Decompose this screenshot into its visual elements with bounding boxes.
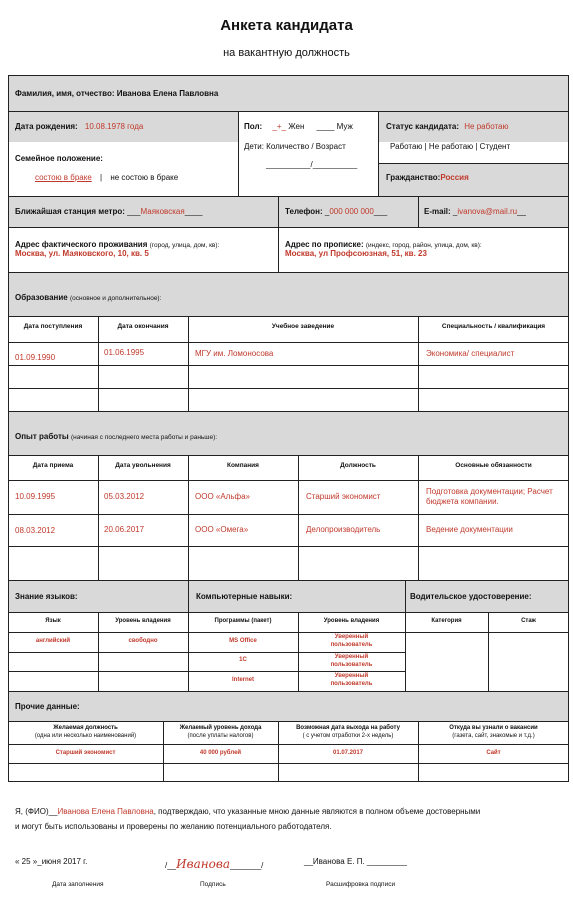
- address-actual-hint: (город, улица, дом, кв):: [149, 242, 220, 249]
- edu-header-institution: Учебное заведение: [271, 323, 335, 330]
- work-label: Опыт работы: [15, 432, 69, 441]
- caption-signature-decode: Расшифровка подписи: [326, 881, 396, 888]
- citizenship-label: Гражданство:: [386, 173, 441, 182]
- other-header-source: [418, 724, 569, 740]
- other-header-start-date-hint: ( с учетом отработки 2-х недель): [302, 733, 394, 739]
- sex-label: Пол:: [244, 122, 263, 131]
- education-title: [15, 293, 161, 302]
- work-header-duties: Основные обязанности: [455, 462, 532, 469]
- consent-name: Иванова Елена Павловна: [57, 807, 154, 816]
- caption-fill-date: Дата заполнения: [52, 881, 104, 888]
- metro-label: Ближайшая станция метро:: [15, 207, 125, 216]
- family-separator: |: [100, 173, 103, 182]
- address-reg: [285, 240, 567, 258]
- consent-statement: [15, 804, 570, 834]
- metro-field: Ближайшая станция метро: ___Маяковская____: [15, 207, 203, 216]
- work-title: [15, 432, 217, 441]
- work-row1-position: Старший экономист: [306, 492, 381, 501]
- address-reg-value: Москва, ул Профсоюзная, 51, кв. 23: [285, 249, 427, 258]
- work-row2-hire: 08.03.2012: [15, 526, 56, 535]
- fio-value: Иванова Елена Павловна: [116, 89, 219, 98]
- driver-label: Водительское удостоверение:: [410, 592, 532, 601]
- edu-row-end: 01.06.1995: [104, 348, 145, 357]
- phone-field: Телефон: _000 000 000___: [285, 207, 388, 216]
- languages-label: Знание языков:: [15, 592, 78, 601]
- fio-label: Фамилия, имя, отчество:: [15, 89, 115, 98]
- comp-row1-program: MS Office: [229, 638, 257, 644]
- children-blank: __________/__________: [266, 160, 358, 169]
- lang-row-language: английский: [35, 638, 71, 644]
- fill-date: « 25 »_июня 2017 г.: [15, 857, 88, 866]
- email-label: E-mail:: [424, 207, 451, 216]
- lang-row-level: свободно: [128, 638, 158, 644]
- work-row1-company: ООО «Альфа»: [195, 492, 250, 501]
- work-row1-hire: 10.09.1995: [15, 492, 56, 501]
- status-options: Работаю | Не работаю | Студент: [390, 142, 511, 151]
- birth-label: Дата рождения:: [15, 122, 78, 131]
- address-actual-label: Адрес фактического проживания: [15, 240, 148, 249]
- comp-row2-program: 1С: [239, 657, 247, 663]
- status-field: [386, 122, 509, 131]
- family-married: состою в браке: [35, 173, 92, 182]
- driver-header-category: Категория: [431, 618, 462, 624]
- other-header-income-hint: (после уплаты налогов): [187, 733, 254, 739]
- email-field: E-mail: _ivanova@mail.ru__: [424, 207, 526, 216]
- work-header-leave: Дата увольнения: [115, 462, 171, 469]
- driver-header-experience: Стаж: [521, 618, 536, 624]
- birth-field: [15, 122, 143, 131]
- comp-row2-level: Уверенный пользователь: [330, 654, 373, 668]
- address-reg-hint: (индекс, город, район, улица, дом, кв):: [365, 242, 482, 249]
- work-row2-duties: Ведение документации: [426, 525, 513, 534]
- caption-signature: Подпись: [200, 881, 226, 888]
- comp-row3-level: Уверенный пользователь: [330, 673, 373, 687]
- citizenship-value: Россия: [440, 173, 469, 182]
- work-hint: (начиная с последнего места работы и раньше):: [70, 434, 218, 441]
- other-value-source: Сайт: [486, 750, 501, 756]
- signature-decode: __Иванова Е. П. _________: [304, 857, 407, 866]
- work-header-hire: Дата приема: [32, 462, 74, 469]
- birth-value: 10.08.1978 года: [84, 122, 144, 131]
- edu-header-specialty: Специальность / квалификация: [441, 323, 546, 330]
- computer-label: Компьютерные навыки:: [196, 592, 293, 601]
- other-header-position-hint: (одна или несколько наименований): [34, 733, 137, 739]
- signature: Иванова: [176, 857, 230, 871]
- work-row2-leave: 20.06.2017: [104, 525, 145, 534]
- work-row1-leave: 05.03.2012: [104, 492, 145, 501]
- citizenship-field: [386, 173, 469, 182]
- signature-field: /__Иванова_______/: [165, 857, 264, 871]
- address-actual: [15, 240, 277, 258]
- other-value-position: Старший экономист: [55, 750, 116, 756]
- sex-female: Жен: [288, 122, 305, 131]
- other-header-start-date: [278, 724, 418, 740]
- address-reg-label: Адрес по прописке:: [285, 240, 364, 249]
- other-header-source-hint: (газета, сайт, знакомые и т.д.): [452, 733, 535, 739]
- comp-header-level: Уровень владения: [323, 618, 380, 624]
- edu-row-institution: МГУ им. Ломоносова: [195, 349, 274, 358]
- other-header-income: [163, 724, 278, 740]
- status-label: Статус кандидата:: [386, 122, 460, 131]
- edu-row-start: 01.09.1990: [15, 353, 56, 362]
- other-header-start-date-title: Возможная дата выхода на работу: [296, 725, 400, 731]
- family-label: Семейное положение:: [15, 154, 103, 163]
- email-value: ivanova@mail.ru: [457, 207, 518, 216]
- comp-row1-level: Уверенный пользователь: [330, 634, 373, 648]
- sex-male-mark: ____: [316, 122, 335, 131]
- sex-male: Муж: [336, 122, 353, 131]
- other-header-position-title: Желаемая должность: [53, 725, 118, 731]
- work-row2-position: Делопроизводитель: [306, 525, 381, 534]
- status-value: Не работаю: [464, 122, 509, 131]
- children-label: Дети: Количество / Возраст: [244, 142, 346, 151]
- phone-label: Телефон:: [285, 207, 323, 216]
- sex-field: [244, 122, 353, 131]
- lang-header-language: Язык: [45, 618, 61, 624]
- work-header-company: Компания: [227, 462, 259, 469]
- family-options: [35, 173, 178, 182]
- comp-row3-program: Internet: [231, 677, 254, 683]
- other-label: Прочие данные:: [15, 702, 80, 711]
- consent-prefix: Я, (ФИО)__: [15, 807, 58, 816]
- edu-row-specialty: Экономика/ специалист: [426, 349, 515, 358]
- phone-value: 000 000 000: [329, 207, 374, 216]
- comp-header-program: Программы (пакет): [214, 618, 272, 624]
- sex-female-mark: _+_: [272, 122, 286, 131]
- other-header-source-title: Откуда вы узнали о вакансии: [449, 725, 538, 731]
- consent-text-line2: и могут быть использованы и проверены по желанию потенциального работодателя.: [15, 822, 332, 831]
- education-label: Образование: [15, 293, 68, 302]
- other-value-start-date: 01.07.2017: [332, 750, 364, 756]
- other-header-position: [8, 724, 163, 740]
- other-value-income: 40 000 рублей: [199, 750, 242, 756]
- education-hint: (основное и дополнительное):: [69, 295, 162, 302]
- form-subtitle: на вакантную должность: [223, 47, 350, 59]
- work-row2-company: ООО «Омега»: [195, 525, 249, 534]
- address-actual-value: Москва, ул. Маяковского, 10, кв. 5: [15, 249, 149, 258]
- work-row1-duties: Подготовка документации; Расчет бюджета компании.: [426, 487, 553, 506]
- consent-text-line1: , подтверждаю, что указанные мною данные являются в полном объеме достоверными: [153, 807, 481, 816]
- other-header-income-title: Желаемый уровень дохода: [179, 725, 262, 731]
- edu-header-start: Дата поступления: [23, 323, 83, 330]
- family-not-married: не состою в браке: [110, 173, 179, 182]
- edu-header-end: Дата окончания: [117, 323, 169, 330]
- form-title: Анкета кандидата: [220, 17, 353, 34]
- lang-header-level: Уровень владения: [115, 618, 171, 624]
- fio-field: [15, 89, 218, 98]
- work-header-position: Должность: [340, 462, 376, 469]
- metro-value: Маяковская: [140, 207, 185, 216]
